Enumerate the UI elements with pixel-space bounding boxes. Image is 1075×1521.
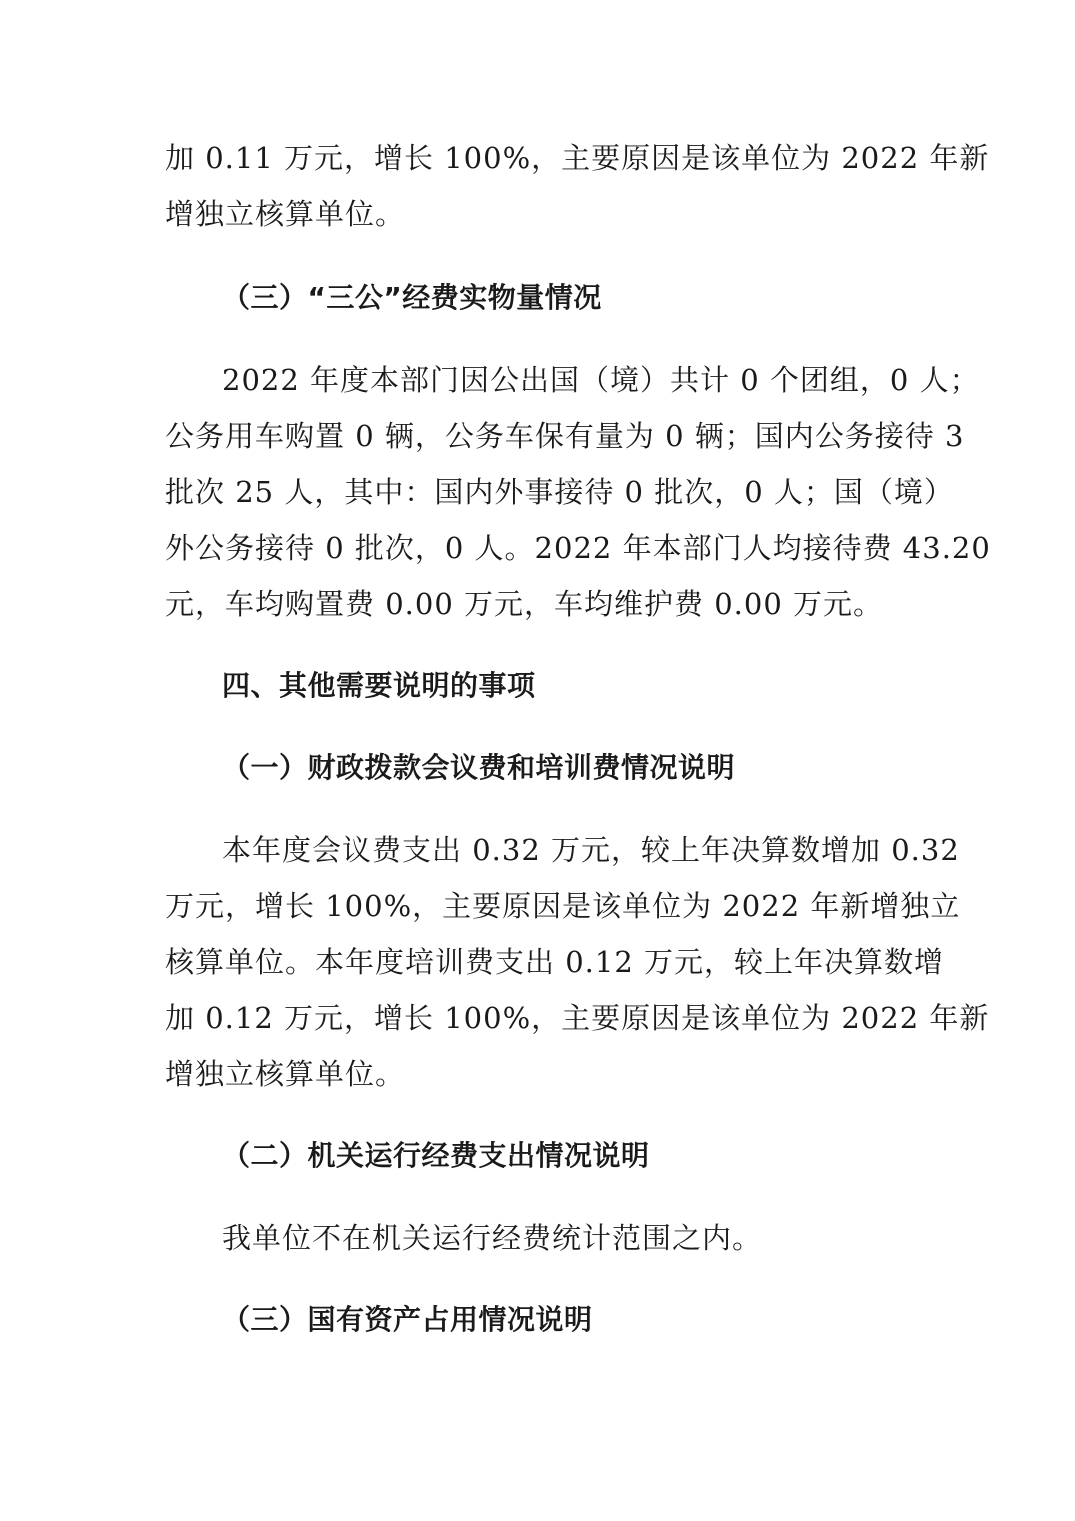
paragraph-line: 增独立核算单位。 xyxy=(165,197,406,231)
paragraph-line: 2022 年度本部门因公出国（境）共计 0 个团组，0 人； xyxy=(222,363,980,397)
paragraph-line: 批次 25 人，其中：国内外事接待 0 批次，0 人；国（境） xyxy=(165,475,954,509)
paragraph-line: 本年度会议费支出 0.32 万元，较上年决算数增加 0.32 xyxy=(222,833,960,867)
paragraph-line: 我单位不在机关运行经费统计范围之内。 xyxy=(222,1221,763,1255)
paragraph-line: 核算单位。本年度培训费支出 0.12 万元，较上年决算数增 xyxy=(165,945,945,979)
paragraph-line: 公务用车购置 0 辆，公务车保有量为 0 辆；国内公务接待 3 xyxy=(165,419,965,453)
section-heading-state-assets: （三）国有资产占用情况说明 xyxy=(222,1303,593,1336)
section-heading-operating-expenses: （二）机关运行经费支出情况说明 xyxy=(222,1139,650,1172)
section-heading-meeting-training: （一）财政拨款会议费和培训费情况说明 xyxy=(222,751,736,784)
paragraph-line: 万元，增长 100%，主要原因是该单位为 2022 年新增独立 xyxy=(165,889,961,923)
section-heading-three-public: （三）“三公”经费实物量情况 xyxy=(222,281,602,314)
paragraph-line: 元，车均购置费 0.00 万元，车均维护费 0.00 万元。 xyxy=(165,587,884,621)
paragraph-line: 加 0.11 万元，增长 100%，主要原因是该单位为 2022 年新 xyxy=(165,141,990,175)
paragraph-line: 增独立核算单位。 xyxy=(165,1057,406,1091)
section-heading-four: 四、其他需要说明的事项 xyxy=(222,669,536,702)
paragraph-line: 加 0.12 万元，增长 100%，主要原因是该单位为 2022 年新 xyxy=(165,1001,990,1035)
paragraph-line: 外公务接待 0 批次，0 人。2022 年本部门人均接待费 43.20 xyxy=(165,531,991,565)
